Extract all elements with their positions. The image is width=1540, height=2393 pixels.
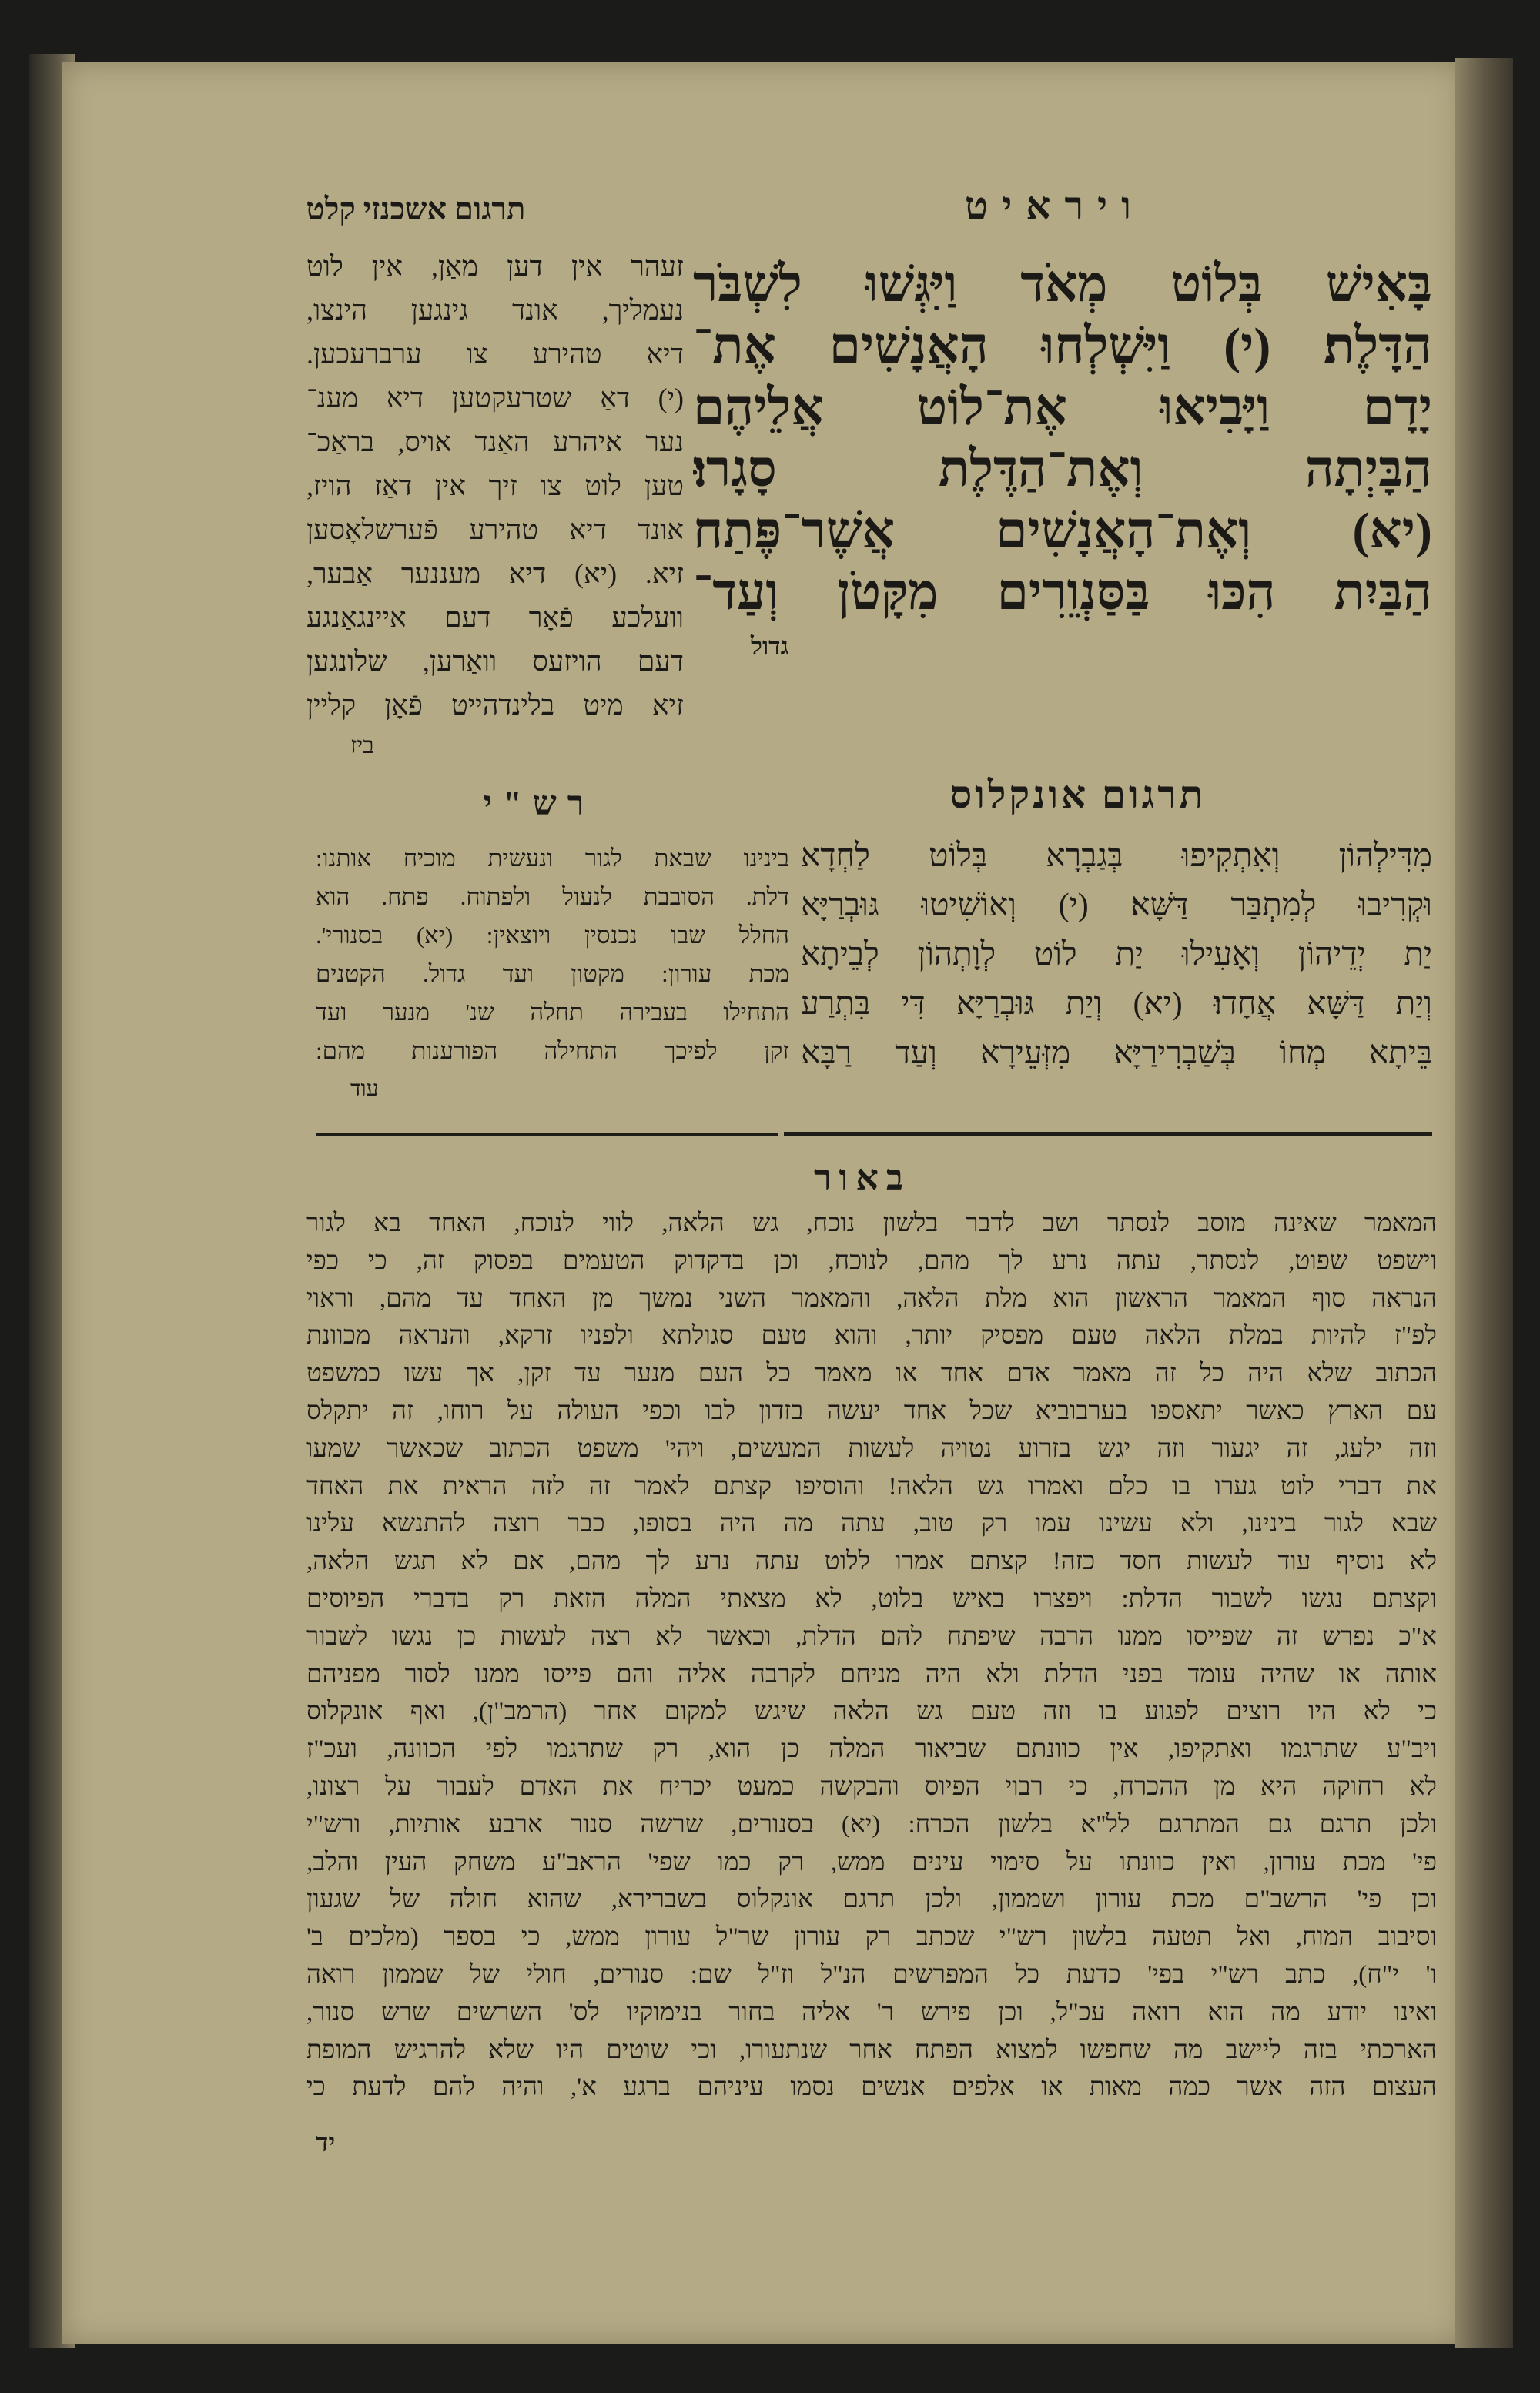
biur-line: שבא לגור בינינו, ולא עשינו עמו רק טוב, עתה מה היה בסופו, כבר רוצה להתנשא עלינו [306,1510,1437,1538]
verse-line: הַבָּיְתָה וְאֶת־הַדֶּלֶת סָגָרוּ׃ [693,441,1432,497]
biur-line: הארכתי בזה ליישב מה שחפשו למצוא הפתח אחר שנתעורו, וכי שוטים היו שלא להרגיש המופת [306,2036,1437,2064]
biur-line: ו' י"ח), כתב רש"י בפי' כדעת כל המפרשים הנ"ל וז"ל שם: סנורים, חולי של שממון רואה [306,1960,1437,1989]
targum-ashkenazi-title: תרגום אשכנזי קלט [306,192,526,226]
biur-line: וסיבוב המוח, ואל תטעה בלשון רש"י שכתב רק עורון שר"ל עורון ממש, כי בספר (מלכים ב' [306,1923,1437,1952]
rashi-line: בינינו שבאת לגור ונעשית מוכיח אותנו: [316,845,789,872]
rashi-title: רש"י [483,785,595,822]
targum-ashkenazi-line: (י) דאַ שטרעקטען דיא מענ־ [306,383,684,413]
biur-line: כי לא היו רוצים לפגוע בו וזה טעם גש הלאה שיגש למקום אחר (הרמב"ן), ואף אונקלוס [306,1698,1437,1726]
verse-line: הַדָּלֶת׃ (י) וַיִּשְׁלְחוּ הָאֲנָשִׁים אֶת־ [693,318,1432,374]
biur-line: הנראה סוף המאמר הראשון הוא מלת הלאה, והמאמר השני נמשך מן האחד עד מהם, וראוי [306,1284,1437,1313]
targum-ashkenazi-text [306,245,684,728]
verse-catchword: גדול [751,632,789,660]
verse-line: הַבַּיִת הִכּוּ בַּסַּנְוֵרִים מִקָּטֹן וְעַד־ [693,564,1432,621]
rashi-line: התחילו בעבירה תחלה שנ' מנער ועד [316,999,789,1026]
onkelos-line: וּקְרִיבוּ לְמִתְבַּר דַּשָּׁא׃ (י) וְאוֹשִׁיטוּ גּוּבְרַיָּא [801,888,1432,923]
targum-ashkenazi-line: זיא. (יא) דיא מעננער אַבער, [306,558,684,589]
biur-line: ולכן תרגם גם המתרגם לל"א בלשון הכרח: (יא) בסנורים, שרשה סנור ארבע אותיות, ורש"י [306,1810,1437,1839]
biur-text [306,1205,1437,2107]
biur-line: וקצתם נגשו לשבור הדלת: ויפצרו באיש בלוט, לא מצאתי המלה הזאת רק בדברי הפיוסים [306,1585,1437,1613]
running-header: ויראיט [965,184,1145,227]
verse-line: יָדָם וַיָּבִיאוּ אֶת־לוֹט אֲלֵיהֶם [693,380,1432,436]
biur-line: לפ"ז להיות במלת הלאה טעם מפסיק יותר, והוא טעם סגולתא ולפניו זרקא, והנראה מכוונת [306,1322,1437,1350]
biur-line: א"כ נפרש זה שפייסו ממנו הרבה שיפתח להם הדלת, וכאשר לא רצה לעשות כן נגשו לשבור [306,1622,1437,1651]
biur-line: וכן פי' הרשב"ם מכת עורון ושממון, ולכן תרגם אונקלוס בשברירא, שהוא חולה של שגעון [306,1886,1437,1914]
rashi-text [316,839,789,1070]
onkelos-line: מִדִּילְהוֹן וְאִתְקִיפוּ בְּגַבְרָא בְּלוֹט לַחְדָא [801,838,1432,874]
onkelos-title: תרגום אונקלוס [949,773,1207,816]
targum-ashkenazi-line: נער איהרע האַנד אויס, בראַכ־ [306,427,684,457]
biur-line: וזה ילעג, זה יגעור וזה יגש בזרוע נטויה לעשות המעשים, ויהי' משפט הכתוב שכאשר שמעו [306,1434,1437,1463]
targum-ashkenazi-line: אונד דיא טהירע פֿערשלאָסען [306,514,684,545]
biur-title: באור [813,1158,912,1197]
biur-line: פי' מכת עורון, ואין כוונתו על סימוי עינים ממש, רק כמו שפי' הראב"ע משחק העין והלב, [306,1848,1437,1876]
biur-line: ויב"ע שתרגמו ואתקיפו, אין כוונתם שביאור המלה כן הוא, רק שתרגמו לפי הכוונה, ועכ"ז [306,1735,1437,1764]
biur-catchword: יד [316,2129,336,2157]
biur-line: את דברי לוט גערו בו כלם ואמרו גש הלאה! והוסיפו קצתם לאמר זה לזה הראית את האחד [306,1472,1437,1501]
biur-line: לא רחוקה היא מן ההכרח, כי רבוי הפיוס והבקשה כמעט יכריח את האדם לעבור על רצונו, [306,1772,1437,1801]
biur-line: עם הארץ כאשר יתאספו בערבוביא שכל אחד יעשה בזדון לבו וכפי העולה על רוחו, זה יתקלס [306,1397,1437,1425]
book-spine [1455,58,1513,2348]
biur-line: וישפט שפוט, לנסתר, עתה נרע לך מהם, לנוכח, וכן בדקדוק הטעמים בפסוק זה, כי כפי [306,1247,1437,1275]
rashi-line: מכת עורון: מקטון ועד גדול. הקטנים [316,960,789,987]
targum-ashkenazi-line: דיא טהירע צו ערברעכען. [306,339,684,370]
onkelos-line: וְיַת דַּשָּׁא אֲחָדוּ׃ (יא) וְיַת גּוּבְרַיָּא דִּי בִּתְרַע [801,986,1432,1022]
rashi-line: דלת. הסובבת לנעול ולפתוח. פתח. הוא [316,883,789,910]
targum-ashkenazi-line: זיא מיט בלינדהייט פֿאָן קליין [306,690,684,721]
targum-ashkenazi-line: טען לוט צו זיך אין דאַז הויז, [306,470,684,501]
targum-ashkenazi-line: נעמליך, אונד גינגען הינצו, [306,295,684,326]
verse-line: בָּאִישׁ בְּלוֹט מְאֹד וַיִּגְּשׁוּ לִשְׁבֹּר [693,256,1432,313]
biur-line: לא נוסיף עוד לעשות חסד כזה! קצתם אמרו ללוט עתה נרע לך מהם, אם לא תגש הלאה, [306,1548,1437,1576]
biur-line: אותה או שהיה עומד בפני הדלת ולא היה מניחם לקרבה אליה והם פייסו ממנו לסור מפניהם [306,1660,1437,1688]
section-divider-left [316,1133,778,1136]
verse-line: (יא) וְאֶת־הָאֲנָשִׁים אֲשֶׁר־פֶּתַח [693,503,1432,559]
rashi-line: זקן לפיכך התחילה הפורענות מהם: [316,1037,789,1064]
biur-line: העצום הזה אשר כמה מאות או אלפים אנשים נסמו עיניהם ברגע א', והיה להם לדעת כי [306,2073,1437,2102]
biur-line: ואינו יודע מה הוא רואה עכ"ל, וכן פירש ר' אליה בחור בנימוקיו לס' השרשים שרש סנור, [306,1998,1437,2027]
targum-ashkenazi-line: דעם הויזעס וואַרען, שלונגען [306,646,684,677]
section-divider-right [784,1132,1432,1136]
biur-line: הכתוב שלא היה כל זה מאמר אדם אחד או מאמר כל העם מנער עד זקן, אך עשו כמשפט [306,1360,1437,1388]
rashi-line: החלל שבו נכנסין ויוצאין: (יא) בסנורי'. [316,922,789,949]
biur-line: המאמר שאינה מוסב לנסתר ושב לדבר בלשון נוכח, גש הלאה, לווי לנוכח, האחד בא לגור [306,1210,1437,1237]
onkelos-text [801,832,1432,1078]
targum-ashkenazi-line: וועלכע פֿאָר דעם איינגאַנגע [306,602,684,633]
onkelos-line: בֵּיתָא מְחוֹ בְּשַׁבְרִירַיָּא מִזְּעֵירָא וְעַד רַבָּא [801,1036,1432,1071]
targum-ashkenazi-line: זעהר אין דען מאַן, אין לוט [306,251,684,282]
rashi-catchword: עוד [350,1077,379,1101]
targum-ashkenazi-catchword: ביז [350,733,374,758]
onkelos-line: יַת יְדֵיהוֹן וְאָעִילוּ יַת לוֹט לְוָתְהוֹן לְבֵיתָא [801,937,1432,972]
torah-text [693,254,1432,624]
